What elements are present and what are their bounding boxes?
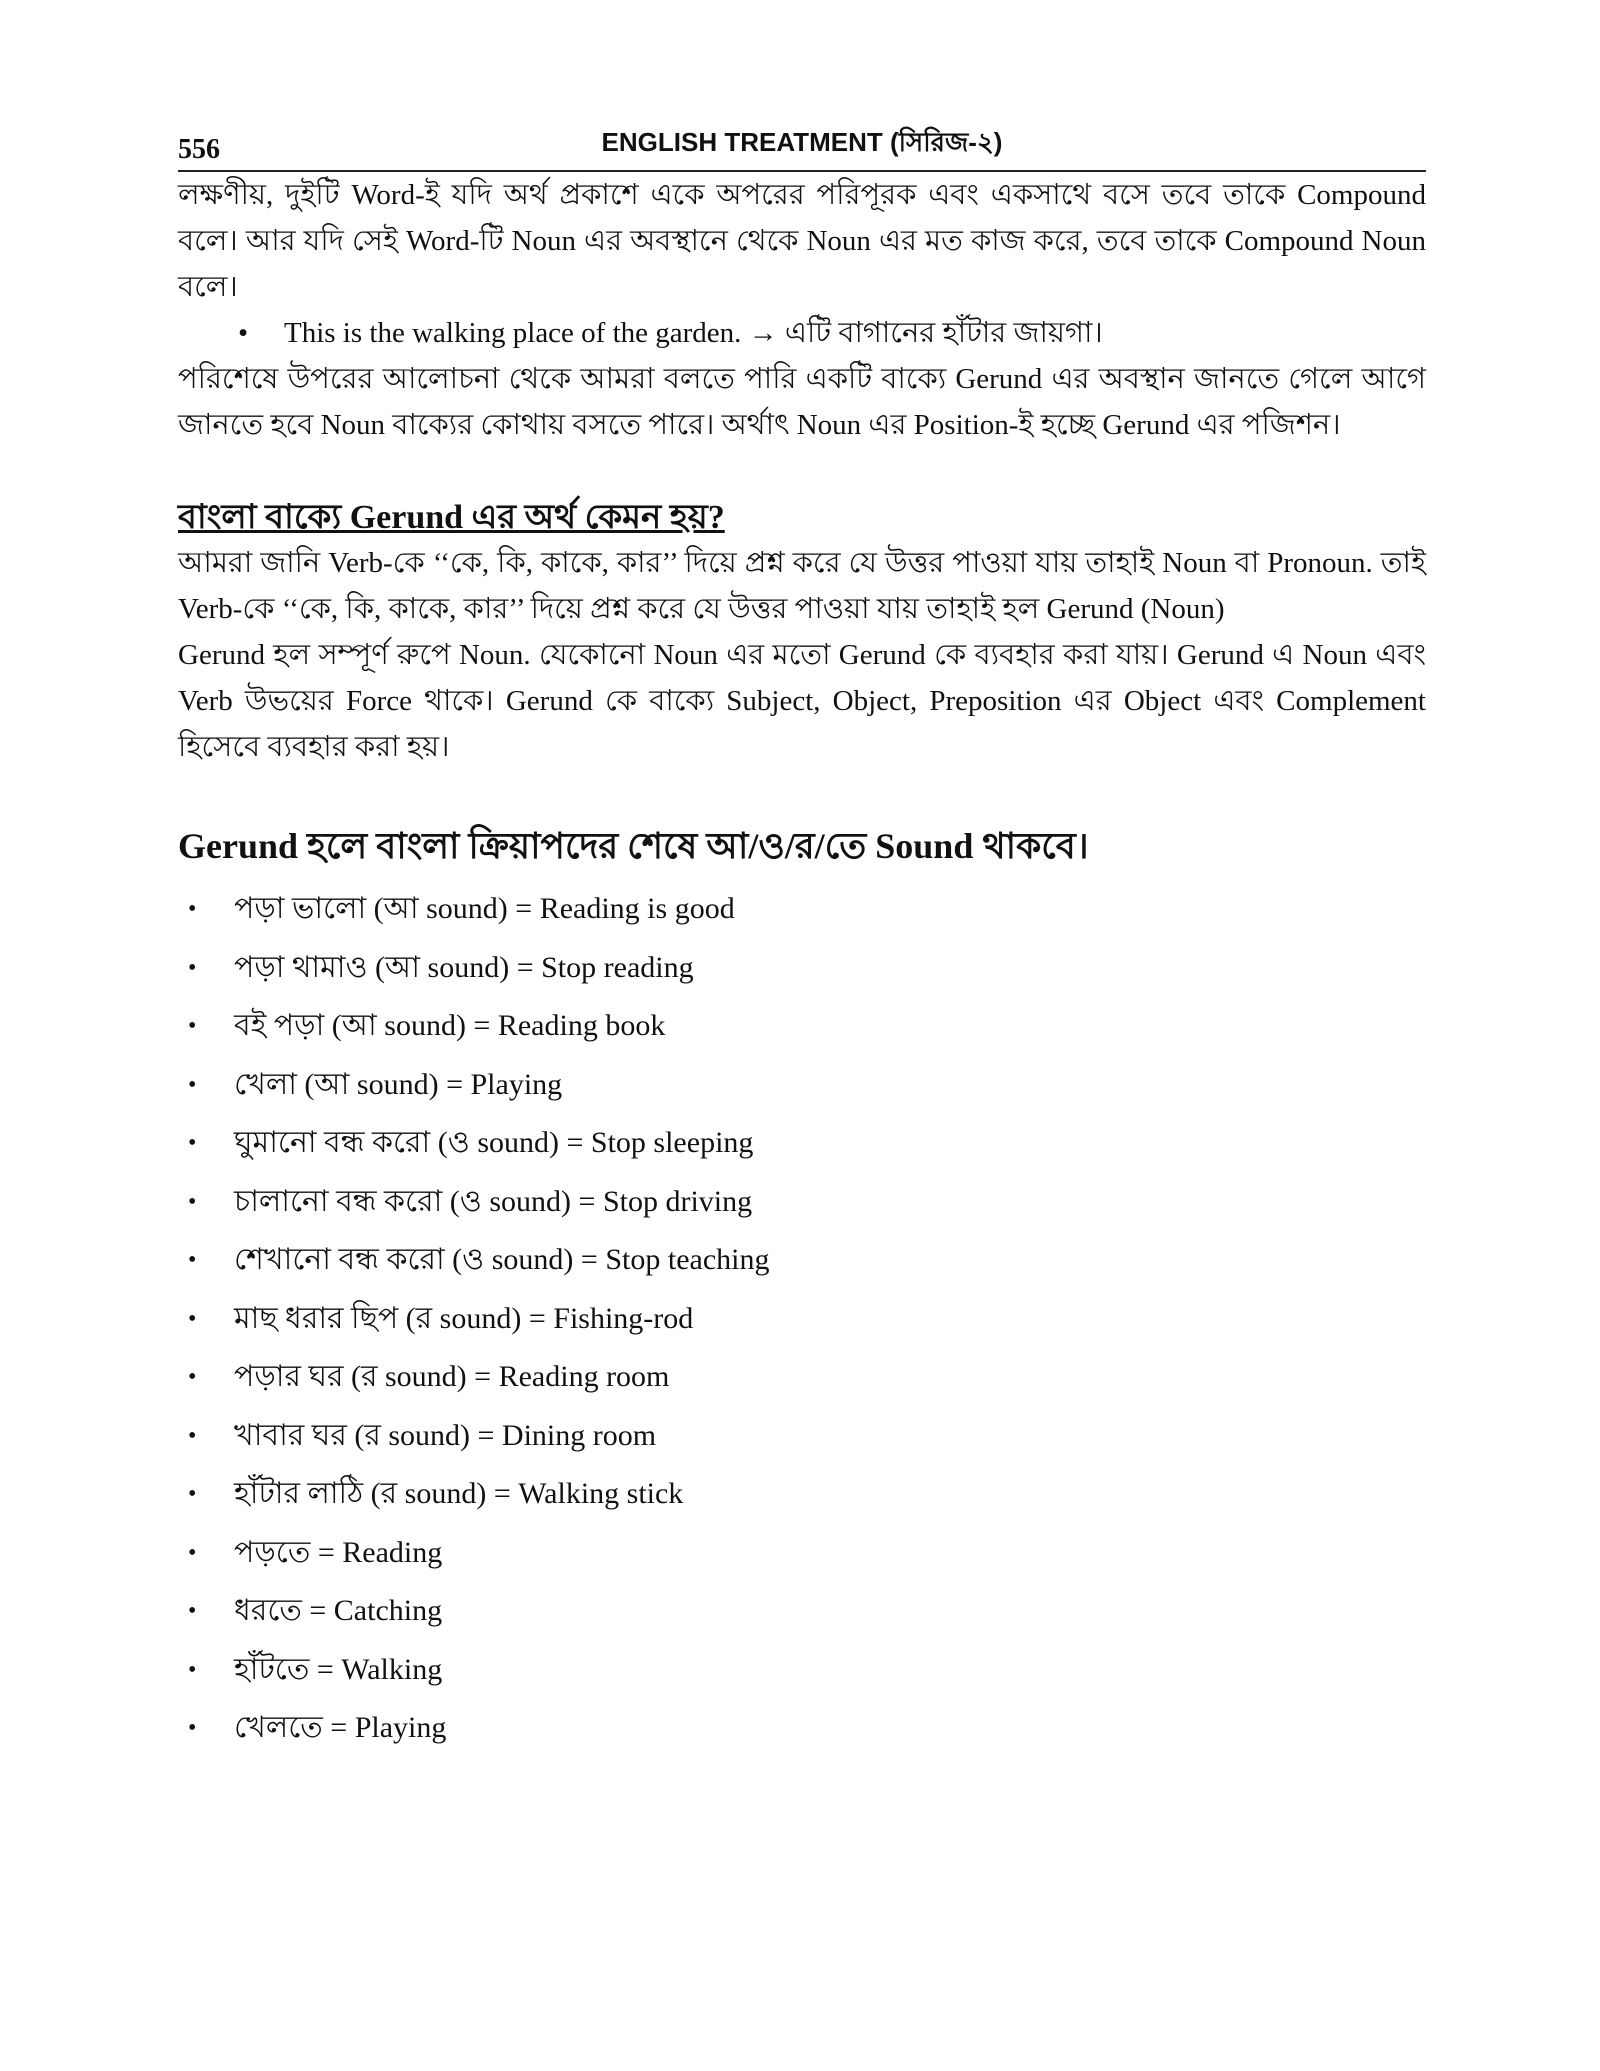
bullet-icon: • [188,954,197,981]
page-number: 556 [178,134,220,165]
example-text: মাছ ধরার ছিপ (র sound) = Fishing-rod [234,1301,694,1335]
compound-example-text: This is the walking place of the garden. → এটি বাগানের হাঁটার জায়গা। [284,317,1103,349]
rule-section-heading: Gerund হলে বাংলা ক্রিয়াপদের শেষে আ/ও/র/তে Sound থাকবে। [178,826,1089,866]
bullet-icon: • [188,1481,197,1507]
bullet-icon: • [188,1071,197,1098]
example-text: খেলা (আ sound) = Playing [234,1067,563,1101]
list-item [178,939,1426,998]
bullet-icon: • [188,896,197,922]
example-text: ধরতে = Catching [234,1594,443,1627]
meaning-section-heading: বাংলা বাক্যে Gerund এর অর্থ কেমন হয়? [178,499,725,536]
bullet-icon: • [188,1539,197,1566]
bullet-icon: • [188,1715,197,1741]
bullet-icon: • [188,1247,197,1273]
list-item [178,1056,1426,1115]
gerund-example-list [178,880,1426,1758]
list-item [178,1699,1426,1758]
bullet-icon: • [188,1422,197,1449]
list-item [178,880,1426,939]
bullet-icon: • [188,1130,197,1156]
list-item [178,1407,1426,1466]
meaning-paragraph-2: Gerund হল সম্পূর্ণ রুপে Noun. যেকোনো Noun এর মতো Gerund কে ব্যবহার করা যায়। Gerund এ Noun এবং Verb উভয়ের Force থাকে। Gerund কে বাক্যে Subject, Object, Preposition এর Object এবং Complement হিসেবে ব্যবহার করা হয়। [178,639,1426,763]
page-header [178,120,1426,172]
running-title: ENGLISH TREATMENT (সিরিজ-২) [601,127,1003,157]
list-item [178,1641,1426,1700]
list-item [178,1582,1426,1641]
example-text: বই পড়া (আ sound) = Reading book [234,1009,666,1042]
document-page [178,120,1426,1758]
list-item [178,1348,1426,1407]
example-text: পড়া থামাও (আ sound) = Stop reading [234,950,694,984]
bullet-icon: • [188,1305,197,1332]
example-text: হাঁটতে = Walking [234,1652,443,1686]
compound-noun-paragraph: লক্ষণীয়, দুইটি Word-ই যদি অর্থ প্রকাশে একে অপরের পরিপূরক এবং একসাথে বসে তবে তাকে Compound বলে। আর যদি সেই Word-টি Noun এর অবস্থানে থেকে Noun এর মত কাজ করে, তবে তাকে Compound Noun বলে। [178,179,1426,303]
list-item [178,1173,1426,1232]
bullet-icon: • [238,317,249,349]
bullet-icon: • [188,1656,197,1683]
list-item [178,1524,1426,1583]
example-text: পড়তে = Reading [234,1535,443,1569]
example-text: পড়া ভালো (আ sound) = Reading is good [234,892,735,925]
example-text: খাবার ঘর (র sound) = Dining room [234,1418,657,1452]
example-text: খেলতে = Playing [234,1711,447,1744]
list-item [178,1465,1426,1524]
example-text: পড়ার ঘর (র sound) = Reading room [234,1360,670,1393]
bullet-icon: • [188,1013,197,1039]
example-text: ঘুমানো বন্ধ করো (ও sound) = Stop sleeping [234,1126,754,1159]
example-text: চালানো বন্ধ করো (ও sound) = Stop driving [234,1184,753,1218]
bullet-icon: • [188,1188,197,1215]
example-text: শেখানো বন্ধ করো (ও sound) = Stop teaching [234,1243,770,1276]
list-item [178,1290,1426,1349]
compound-example [178,310,1426,356]
bullet-icon: • [188,1364,197,1390]
list-item [178,1114,1426,1173]
list-item [178,1231,1426,1290]
bullet-icon: • [188,1598,197,1624]
example-text: হাঁটার লাঠি (র sound) = Walking stick [234,1477,684,1510]
meaning-paragraph-1: আমরা জানি Verb-কে ‘‘কে, কি, কাকে, কার’’ দিয়ে প্রশ্ন করে যে উত্তর পাওয়া যায় তাহাই Noun বা Pronoun. তাই Verb-কে ‘‘কে, কি, কাকে, কার’’ দিয়ে প্রশ্ন করে যে উত্তর পাওয়া যায় তাহাই হল Gerund (Noun) [178,547,1426,625]
list-item [178,997,1426,1056]
summary-paragraph: পরিশেষে উপরের আলোচনা থেকে আমরা বলতে পারি একটি বাক্যে Gerund এর অবস্থান জানতে গেলে আগে জানতে হবে Noun বাক্যের কোথায় বসতে পারে। অর্থাৎ Noun এর Position-ই হচ্ছে Gerund এর পজিশন। [178,363,1426,441]
